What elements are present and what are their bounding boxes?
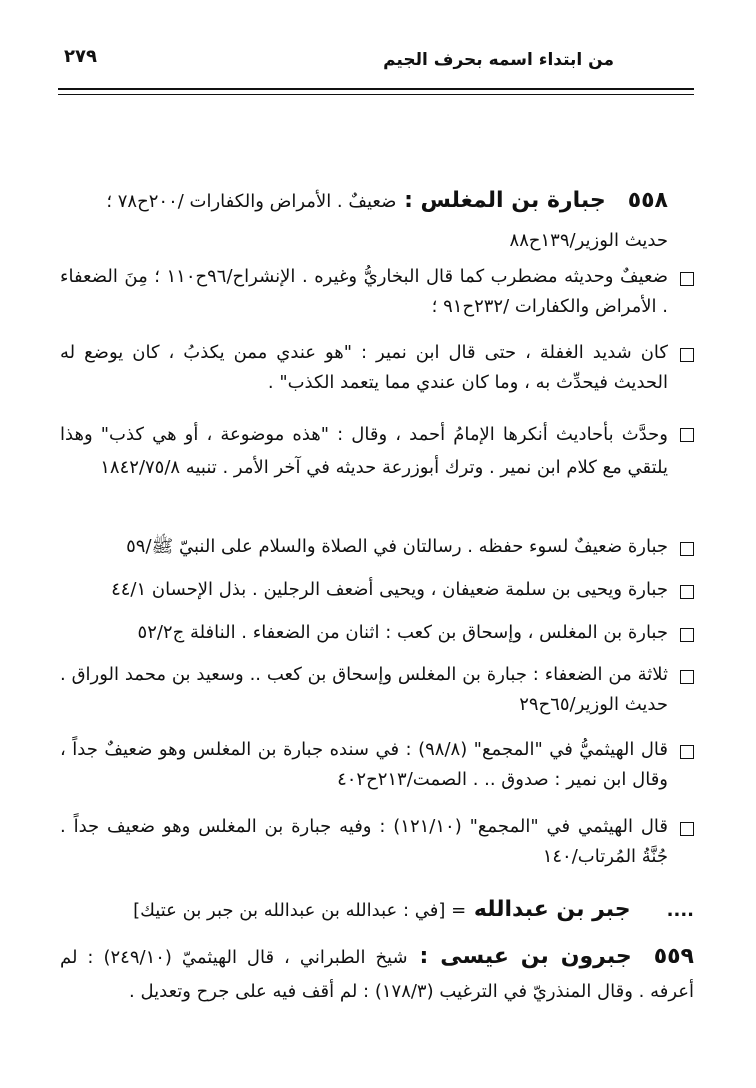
bullet-icon (680, 542, 694, 556)
entry-grade: ضعيفٌ . الأمراض والكفارات /٢٠٠ح٧٨ ؛ (106, 191, 397, 212)
entry-name: جبارة بن المغلس : (396, 188, 606, 213)
header-rule (58, 88, 694, 90)
list-item: قال الهيثميُّ في "المجمع" (٩٨/٨) : في سنده جبارة بن المغلس وهو ضعيفٌ جداً ، وقال ابن نمير : صدوق .. . الصمت/٢١٣ح٤٠٢ (60, 739, 668, 790)
list-item: كان شديد الغفلة ، حتى قال ابن نمير : "هو عندي ممن يكذبُ ، كان يوضع له الحديث فيحدِّث به ، وما كان عندي مما يتعمد الكذب" . (60, 342, 668, 393)
list-item: وحدَّث بأحاديث أنكرها الإمامُ أحمد ، وقال : "هذه موضوعة ، أو هي كذب" وهذا يلتقي مع كلام ابن نمير . وترك أبوزرعة حديثه في آخر الأمر . تنبيه ١٨٤٢/٧٥/٨ (60, 424, 668, 478)
cross-reference-text: = [في : عبدالله بن عبدالله بن جبر بن عتيك] (133, 900, 467, 921)
bullet-icon (680, 745, 694, 759)
entry-number: ٥٥٩ (653, 944, 694, 969)
entry-number: ٥٥٨ (627, 188, 668, 213)
list-item: جبارة بن المغلس ، وإسحاق بن كعب : اثنان من الضعفاء . النافلة ج٥٢/٢ (137, 622, 668, 643)
entry-558-ref: حديث الوزير/١٣٩ح٨٨ (509, 230, 668, 251)
bullet-icon (680, 628, 694, 642)
list-item: جبارة ضعيفٌ لسوء حفظه . رسالتان في الصلاة والسلام على النبيّ ﷺ/٥٩ (126, 536, 668, 557)
running-header-title: من ابتداء اسمه بحرف الجيم (383, 50, 614, 70)
bullet-icon (680, 822, 694, 836)
cross-reference-dots: .... (666, 900, 694, 921)
entry-558-heading (60, 186, 668, 217)
entry-text: شيخ الطبراني ، قال الهيثميّ (٢٤٩/١٠) : لم أعرفه . وقال المنذريّ في الترغيب (١٧٨/٣) : لم أقف فيه على جرح وتعديل . (60, 947, 694, 1002)
entry-name: جبرون بن عيسى : (407, 944, 632, 969)
list-item: جبارة ويحيى بن سلمة ضعيفان ، ويحيى أضعف الرجلين . بذل الإحسان ٤٤/١ (111, 579, 668, 600)
bullet-icon (680, 348, 694, 362)
list-item: قال الهيثمي في "المجمع" (١٢١/١٠) : وفيه جبارة بن المغلس وهو ضعيف جداً . جُنَّةُ المُرتاب/١٤٠ (60, 816, 669, 867)
bullet-icon (680, 428, 694, 442)
entry-559 (60, 940, 694, 1009)
list-item: ضعيفٌ وحديثه مضطرب كما قال البخاريُّ وغيره . الإنشراح/٩٦ح١١٠ ؛ مِنَ الضعفاء . الأمراض والكفارات /٢٣٢ح٩١ ؛ (60, 266, 669, 317)
bullet-icon (680, 272, 694, 286)
list-item: ثلاثة من الضعفاء : جبارة بن المغلس وإسحاق بن كعب .. وسعيد بن محمد الوراق . حديث الوزير/٦٥ح٢٩ (60, 664, 668, 715)
cross-reference-name: جبر بن عبدالله (466, 897, 631, 922)
header-rule-thin (58, 94, 694, 95)
bullet-icon (680, 670, 694, 684)
cross-reference (60, 895, 694, 926)
page-number: ٢٧٩ (64, 46, 97, 67)
bullet-icon (680, 585, 694, 599)
